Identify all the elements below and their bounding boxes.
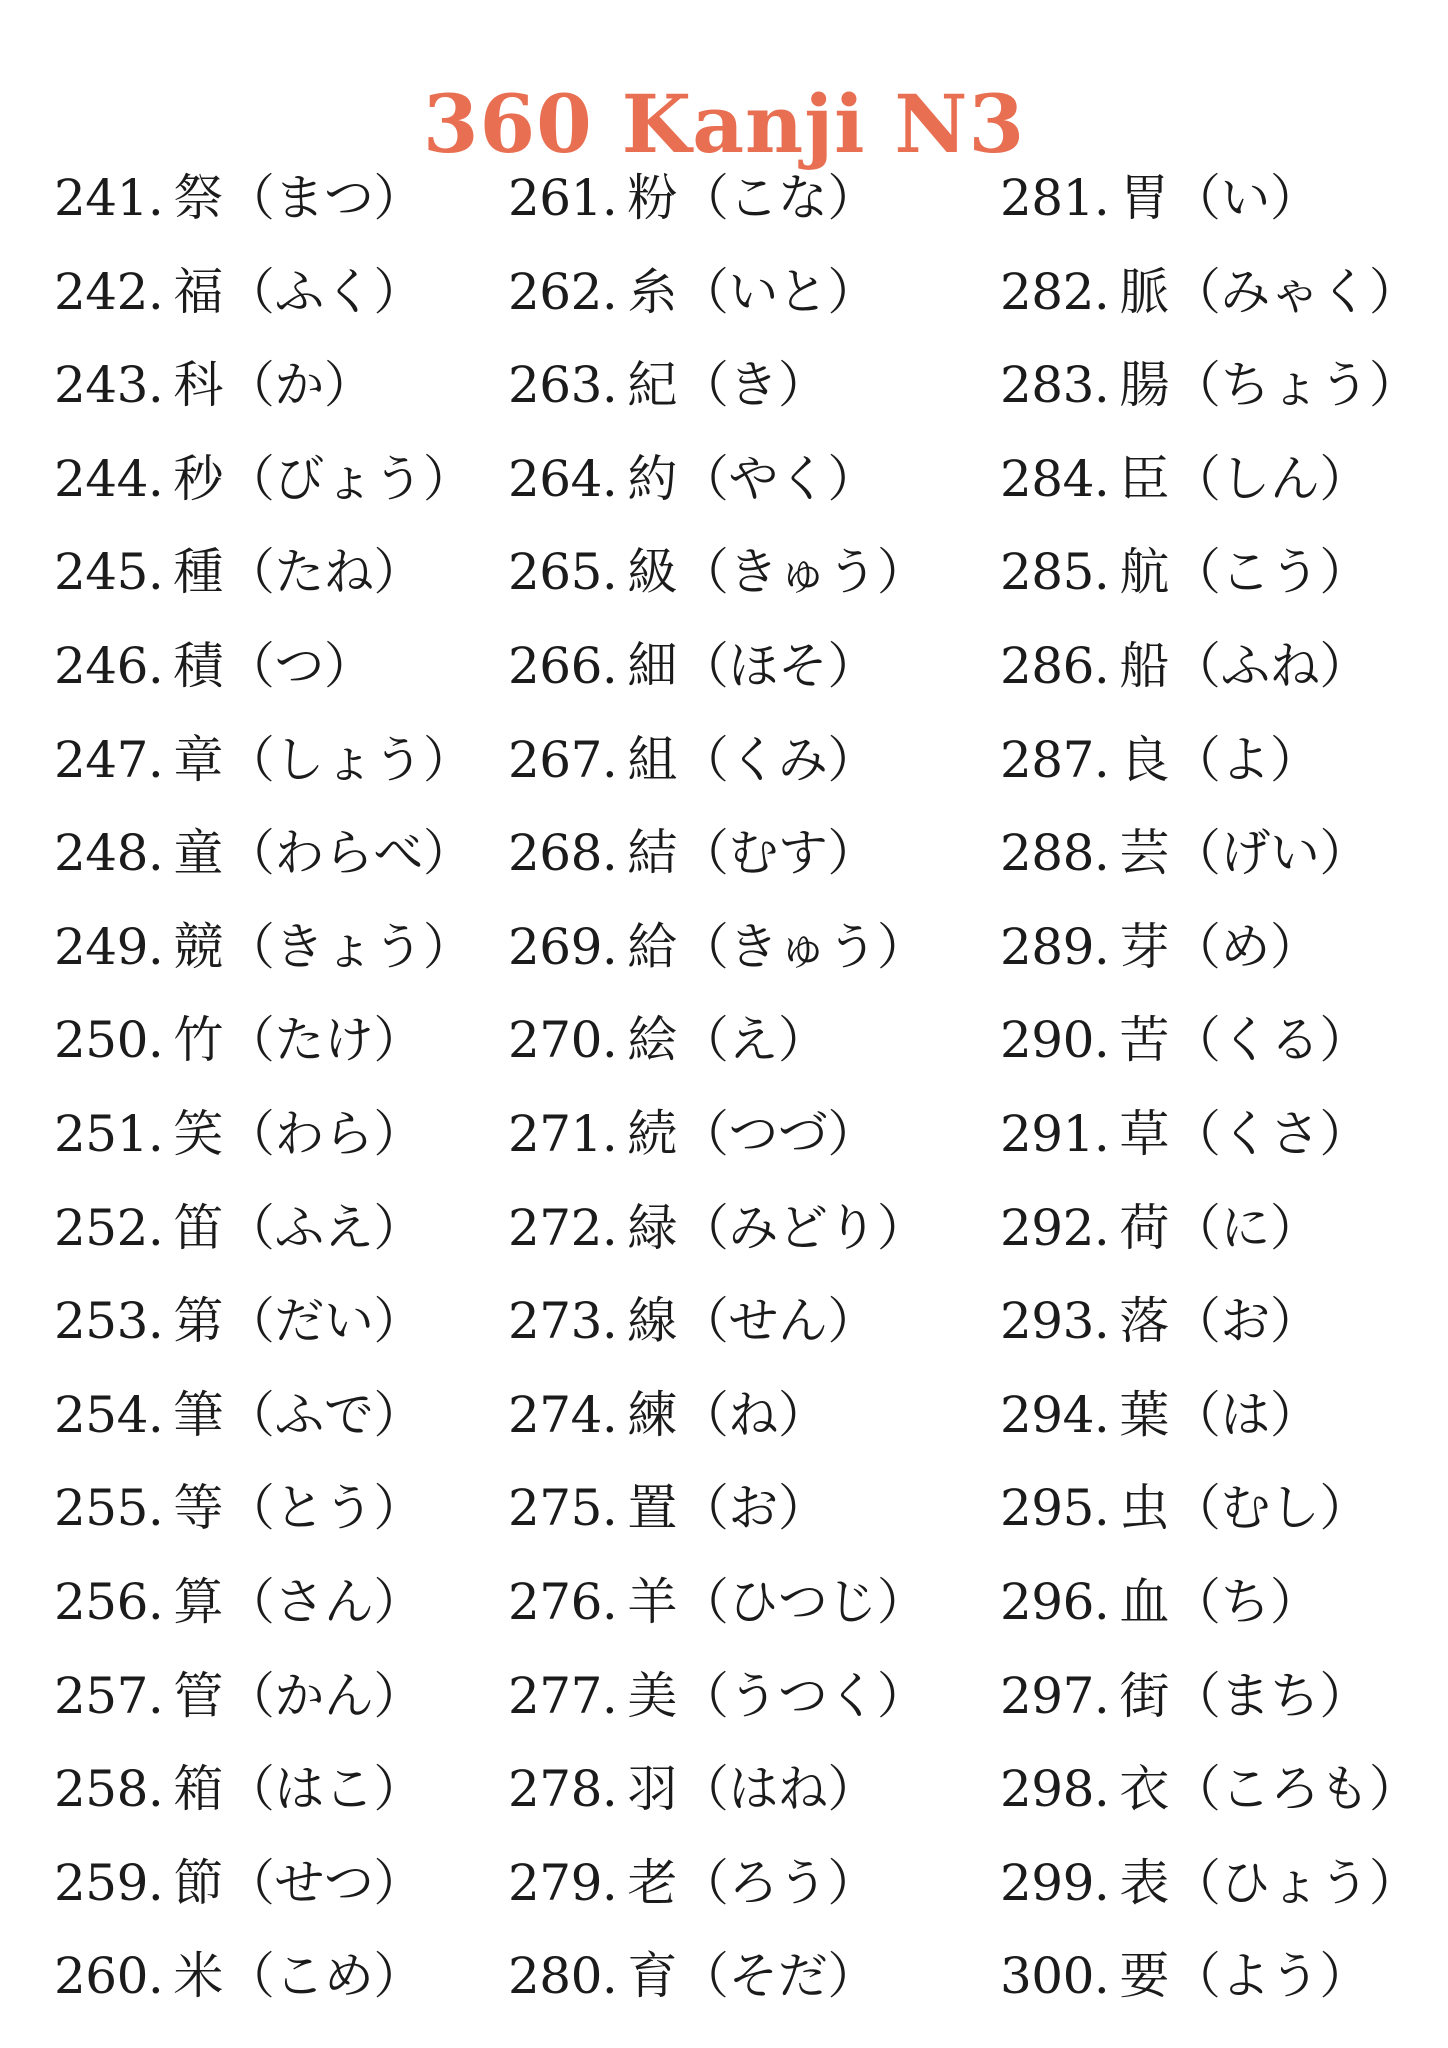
kanji-entry [54,339,494,433]
entry-number: 249. [54,917,164,976]
entry-number: 268. [508,824,618,883]
entry-kanji: 脈 [1119,262,1169,321]
kanji-entry [1000,339,1440,433]
entry-number: 295. [1000,1479,1110,1538]
kanji-entry [54,1275,494,1369]
entry-number: 291. [1000,1104,1110,1163]
kanji-entry [508,1650,988,1744]
entry-kanji: 絵 [627,1011,677,1070]
entry-number: 259. [54,1853,164,1912]
page-title: 360 Kanji N3 [422,76,1026,171]
entry-kanji: 福 [173,262,223,321]
entry-reading: （たね） [224,543,423,602]
entry-kanji: 芽 [1119,917,1169,976]
entry-reading: （せん） [678,1292,877,1351]
kanji-entry [1000,1369,1440,1463]
entry-kanji: 船 [1119,636,1169,695]
entry-number: 260. [54,1947,164,2006]
entry-kanji: 紀 [627,356,677,415]
entry-kanji: 積 [173,636,223,695]
entry-reading: （ふね） [1170,636,1369,695]
entry-reading: （こめ） [224,1947,423,2006]
entry-kanji: 老 [627,1853,677,1912]
entry-number: 245. [54,543,164,602]
kanji-entry [1000,1182,1440,1276]
entry-number: 297. [1000,1666,1110,1725]
entry-reading: （ちょう） [1170,356,1419,415]
entry-number: 290. [1000,1011,1110,1070]
kanji-entry [54,1930,494,2024]
entry-kanji: 衣 [1119,1760,1169,1819]
kanji-column-1 [54,152,494,2024]
entry-number: 285. [1000,543,1110,602]
kanji-entry [1000,1556,1440,1650]
entry-reading: （せつ） [224,1853,423,1912]
kanji-entry [508,246,988,340]
entry-kanji: 竹 [173,1011,223,1070]
entry-number: 282. [1000,262,1110,321]
kanji-entry [1000,246,1440,340]
entry-number: 264. [508,449,618,508]
entry-reading: （つ） [224,636,374,695]
entry-reading: （か） [224,356,374,415]
kanji-entry [508,714,988,808]
entry-reading: （びょう） [224,449,473,508]
entry-reading: （よ） [1170,730,1320,789]
entry-number: 292. [1000,1198,1110,1257]
entry-reading: （は） [1170,1385,1320,1444]
entry-kanji: 表 [1119,1853,1169,1912]
kanji-entry [1000,433,1440,527]
entry-number: 280. [508,1947,618,2006]
entry-reading: （かん） [224,1666,423,1725]
kanji-entry [508,152,988,246]
entry-number: 269. [508,917,618,976]
kanji-entry [508,433,988,527]
kanji-entry [508,1462,988,1556]
entry-kanji: 糸 [627,262,677,321]
entry-reading: （わらべ） [224,824,473,883]
kanji-entry [508,620,988,714]
entry-kanji: 臣 [1119,449,1169,508]
kanji-entry [1000,1837,1440,1931]
entry-number: 256. [54,1572,164,1631]
entry-reading: （うつく） [678,1666,927,1725]
entry-reading: （え） [678,1011,828,1070]
kanji-entry [54,1369,494,1463]
kanji-entry [1000,620,1440,714]
entry-number: 261. [508,169,618,227]
entry-kanji: 良 [1119,730,1169,789]
entry-number: 281. [1000,169,1110,227]
kanji-entry [508,1088,988,1182]
entry-kanji: 苦 [1119,1011,1169,1070]
entry-reading: （みゃく） [1170,262,1419,321]
kanji-column-3 [1000,152,1440,2024]
entry-reading: （ひょう） [1170,1853,1419,1912]
entry-number: 257. [54,1666,164,1725]
entry-kanji: 胃 [1119,169,1169,227]
entry-reading: （ね） [678,1385,828,1444]
entry-reading: （つづ） [678,1104,877,1163]
entry-reading: （お） [678,1479,828,1538]
entry-number: 243. [54,356,164,415]
entry-reading: （げい） [1170,824,1369,883]
entry-number: 251. [54,1104,164,1163]
kanji-entry [54,1462,494,1556]
entry-reading: （そだ） [678,1947,877,2006]
entry-kanji: 等 [173,1479,223,1538]
entry-kanji: 給 [627,917,677,976]
entry-number: 244. [54,449,164,508]
kanji-entry [54,1837,494,1931]
entry-kanji: 練 [627,1385,677,1444]
kanji-entry [508,1275,988,1369]
entry-reading: （たけ） [224,1011,423,1070]
entry-kanji: 葉 [1119,1385,1169,1444]
entry-kanji: 組 [627,730,677,789]
kanji-entry [508,1182,988,1276]
entry-reading: （わら） [224,1104,423,1163]
entry-number: 294. [1000,1385,1110,1444]
entry-kanji: 童 [173,824,223,883]
entry-reading: （ち） [1170,1572,1320,1631]
entry-reading: （よう） [1170,1947,1369,2006]
kanji-entry [1000,526,1440,620]
entry-kanji: 祭 [173,169,223,227]
kanji-entry [54,620,494,714]
entry-reading: （みどり） [678,1198,927,1257]
entry-reading: （まつ） [224,169,423,227]
entry-kanji: 荷 [1119,1198,1169,1257]
entry-number: 277. [508,1666,618,1725]
entry-reading: （くみ） [678,730,877,789]
entry-kanji: 羊 [627,1572,677,1631]
entry-number: 296. [1000,1572,1110,1631]
entry-reading: （こな） [678,169,877,227]
entry-number: 262. [508,262,618,321]
entry-number: 286. [1000,636,1110,695]
entry-number: 274. [508,1385,618,1444]
kanji-entry [1000,807,1440,901]
entry-kanji: 結 [627,824,677,883]
entry-kanji: 虫 [1119,1479,1169,1538]
entry-reading: （ろう） [678,1853,877,1912]
kanji-entry [54,246,494,340]
entry-reading: （いと） [678,262,877,321]
entry-reading: （こう） [1170,543,1369,602]
entry-reading: （しょう） [224,730,473,789]
entry-kanji: 緑 [627,1198,677,1257]
kanji-entry [54,1182,494,1276]
kanji-entry [54,1650,494,1744]
entry-number: 279. [508,1853,618,1912]
kanji-entry [1000,1930,1440,2024]
entry-reading: （お） [1170,1292,1320,1351]
entry-kanji: 笛 [173,1198,223,1257]
kanji-column-2 [508,152,988,2024]
entry-reading: （め） [1170,917,1320,976]
entry-number: 254. [54,1385,164,1444]
entry-kanji: 羽 [627,1760,677,1819]
entry-kanji: 血 [1119,1572,1169,1631]
entry-number: 246. [54,636,164,695]
entry-reading: （さん） [224,1572,423,1631]
entry-kanji: 算 [173,1572,223,1631]
entry-kanji: 節 [173,1853,223,1912]
entry-number: 255. [54,1479,164,1538]
entry-kanji: 置 [627,1479,677,1538]
entry-reading: （とう） [224,1479,423,1538]
kanji-entry [508,526,988,620]
kanji-entry [54,901,494,995]
kanji-entry [508,901,988,995]
entry-kanji: 細 [627,636,677,695]
entry-kanji: 航 [1119,543,1169,602]
entry-number: 278. [508,1760,618,1819]
kanji-entry [54,433,494,527]
entry-reading: （はこ） [224,1760,423,1819]
entry-kanji: 科 [173,356,223,415]
entry-number: 258. [54,1760,164,1819]
kanji-entry [54,152,494,246]
entry-number: 247. [54,730,164,789]
entry-number: 263. [508,356,618,415]
entry-number: 273. [508,1292,618,1351]
entry-number: 265. [508,543,618,602]
kanji-entry [508,1837,988,1931]
entry-kanji: 芸 [1119,824,1169,883]
entry-kanji: 粉 [627,169,677,227]
entry-reading: （き） [678,356,828,415]
entry-reading: （くる） [1170,1011,1369,1070]
kanji-entry [1000,1743,1440,1837]
entry-reading: （まち） [1170,1666,1369,1725]
entry-reading: （くさ） [1170,1104,1369,1163]
entry-reading: （やく） [678,449,877,508]
entry-reading: （に） [1170,1198,1320,1257]
kanji-entry [54,807,494,901]
entry-number: 253. [54,1292,164,1351]
entry-number: 241. [54,169,164,227]
entry-reading: （きゅう） [678,917,927,976]
entry-kanji: 線 [627,1292,677,1351]
entry-reading: （きゅう） [678,543,927,602]
entry-kanji: 秒 [173,449,223,508]
entry-reading: （ふで） [224,1385,423,1444]
entry-reading: （きょう） [224,917,473,976]
entry-number: 298. [1000,1760,1110,1819]
kanji-entry [1000,714,1440,808]
entry-kanji: 級 [627,543,677,602]
entry-reading: （ころも） [1170,1760,1419,1819]
kanji-entry [54,714,494,808]
kanji-entry [508,1930,988,2024]
entry-number: 242. [54,262,164,321]
kanji-entry [1000,1650,1440,1744]
entry-kanji: 米 [173,1947,223,2006]
entry-kanji: 続 [627,1104,677,1163]
kanji-entry [508,1556,988,1650]
kanji-entry [54,994,494,1088]
kanji-entry [54,1743,494,1837]
entry-kanji: 落 [1119,1292,1169,1351]
entry-reading: （ふえ） [224,1198,423,1257]
entry-reading: （ほそ） [678,636,877,695]
entry-number: 266. [508,636,618,695]
entry-number: 270. [508,1011,618,1070]
entry-number: 267. [508,730,618,789]
kanji-entry [1000,901,1440,995]
entry-kanji: 約 [627,449,677,508]
entry-kanji: 箱 [173,1760,223,1819]
entry-reading: （はね） [678,1760,877,1819]
entry-reading: （い） [1170,169,1320,227]
kanji-entry [508,807,988,901]
entry-kanji: 美 [627,1666,677,1725]
entry-kanji: 種 [173,543,223,602]
kanji-entry [508,1743,988,1837]
entry-number: 289. [1000,917,1110,976]
entry-kanji: 管 [173,1666,223,1725]
entry-number: 293. [1000,1292,1110,1351]
entry-kanji: 腸 [1119,356,1169,415]
kanji-entry [1000,152,1440,246]
entry-kanji: 街 [1119,1666,1169,1725]
entry-number: 272. [508,1198,618,1257]
kanji-entry [1000,1462,1440,1556]
entry-kanji: 筆 [173,1385,223,1444]
kanji-entry [508,1369,988,1463]
entry-number: 300. [1000,1947,1110,2006]
entry-kanji: 草 [1119,1104,1169,1163]
entry-reading: （ふく） [224,262,423,321]
kanji-entry [508,994,988,1088]
entry-number: 248. [54,824,164,883]
entry-kanji: 要 [1119,1947,1169,2006]
kanji-entry [1000,994,1440,1088]
kanji-entry [508,339,988,433]
entry-number: 276. [508,1572,618,1631]
entry-reading: （むし） [1170,1479,1369,1538]
entry-kanji: 章 [173,730,223,789]
entry-reading: （だい） [224,1292,423,1351]
entry-number: 275. [508,1479,618,1538]
entry-number: 288. [1000,824,1110,883]
entry-kanji: 笑 [173,1104,223,1163]
entry-kanji: 育 [627,1947,677,2006]
entry-reading: （むす） [678,824,877,883]
kanji-entry [54,1556,494,1650]
entry-reading: （しん） [1170,449,1369,508]
entry-reading: （ひつじ） [678,1572,927,1631]
entry-number: 287. [1000,730,1110,789]
entry-number: 283. [1000,356,1110,415]
kanji-entry [54,526,494,620]
kanji-entry [54,1088,494,1182]
entry-number: 299. [1000,1853,1110,1912]
entry-kanji: 競 [173,917,223,976]
kanji-entry [1000,1275,1440,1369]
entry-number: 284. [1000,449,1110,508]
entry-number: 252. [54,1198,164,1257]
entry-number: 250. [54,1011,164,1070]
entry-kanji: 第 [173,1292,223,1351]
kanji-entry [1000,1088,1440,1182]
entry-number: 271. [508,1104,618,1163]
